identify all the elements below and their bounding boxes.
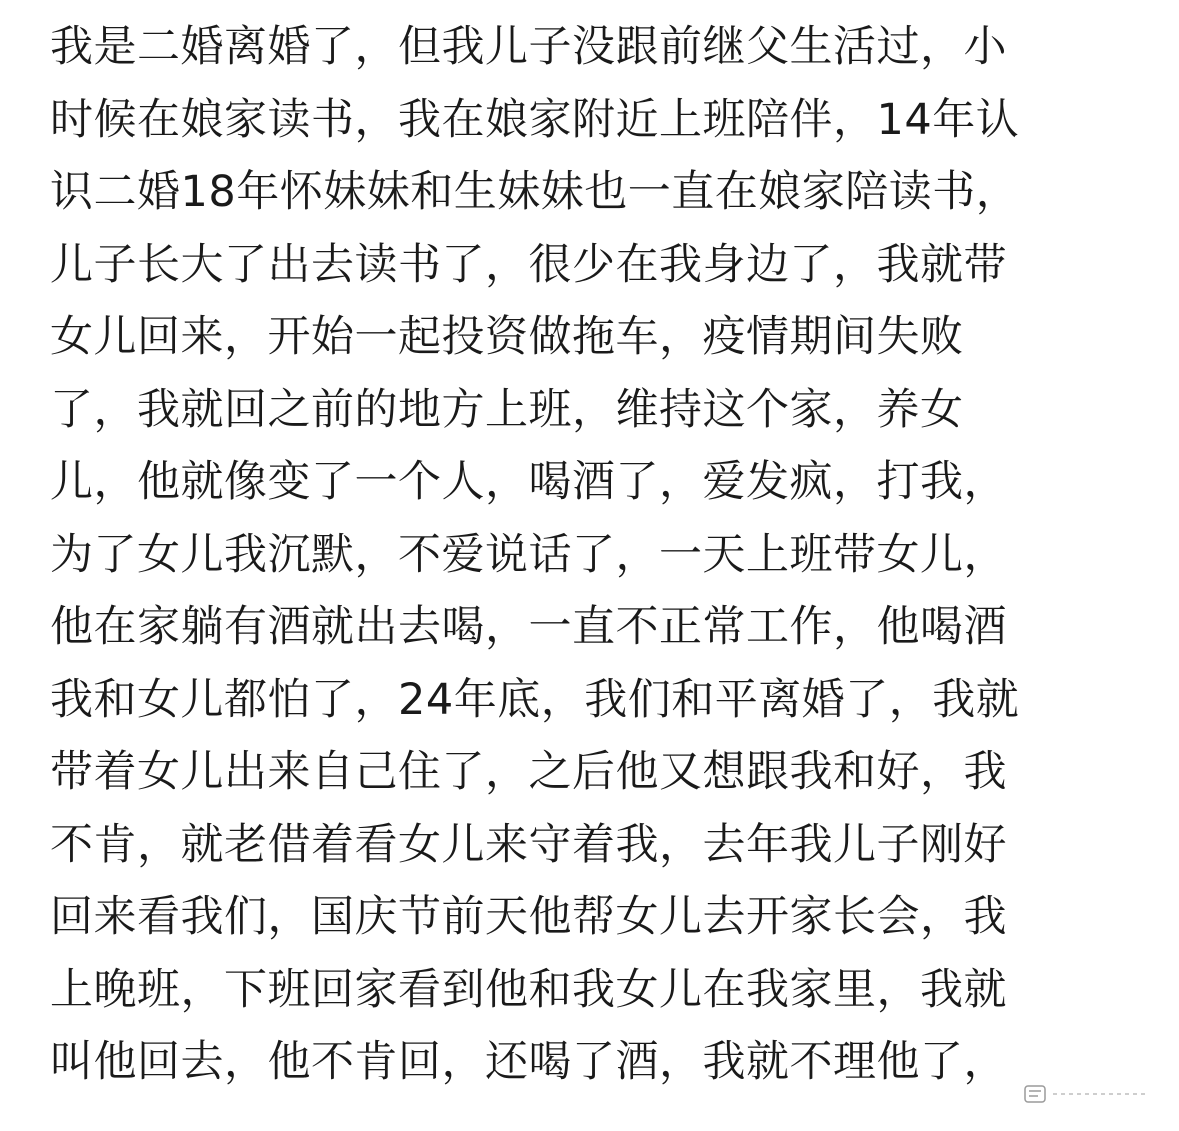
watermark xyxy=(1017,1079,1157,1109)
post-line: 为了女儿我沉默，不爱说话了，一天上班带女儿， xyxy=(50,529,1007,580)
post-line: 儿子长大了出去读书了，很少在我身边了，我就带 xyxy=(50,239,1007,290)
post-body xyxy=(50,11,1140,1099)
post-line: 回来看我们，国庆节前天他帮女儿去开家长会，我 xyxy=(50,892,1007,942)
watermark-logo-icon xyxy=(1023,1083,1151,1105)
post-line: 不肯，就老借着看女儿来守着我，去年我儿子刚好 xyxy=(50,819,1007,870)
post-line: 上晚班，下班回家看到他和我女儿在我家里，我就 xyxy=(50,964,1007,1015)
post-line: 识二婚18年怀妹妹和生妹妹也一直在娘家陪读书， xyxy=(50,167,1020,217)
post-line: 他在家躺有酒就出去喝，一直不正常工作，他喝酒 xyxy=(50,602,1007,652)
post-line: 儿，他就像变了一个人，喝酒了，爱发疯，打我， xyxy=(50,457,1007,507)
post-line: 带着女儿出来自己住了，之后他又想跟我和好，我 xyxy=(50,747,1007,797)
post-line: 我和女儿都怕了，24年底，我们和平离婚了，我就 xyxy=(50,674,1020,725)
post-line: 女儿回来，开始一起投资做拖车，疫情期间失败 xyxy=(50,312,964,362)
post-line: 叫他回去，他不肯回，还喝了酒，我就不理他了， xyxy=(50,1037,1007,1087)
post-line: 时候在娘家读书，我在娘家附近上班陪伴，14年认 xyxy=(50,94,1020,145)
post-line: 我是二婚离婚了，但我儿子没跟前继父生活过，小 xyxy=(50,22,1007,72)
post-line: 了，我就回之前的地方上班，维持这个家，养女 xyxy=(50,384,964,435)
